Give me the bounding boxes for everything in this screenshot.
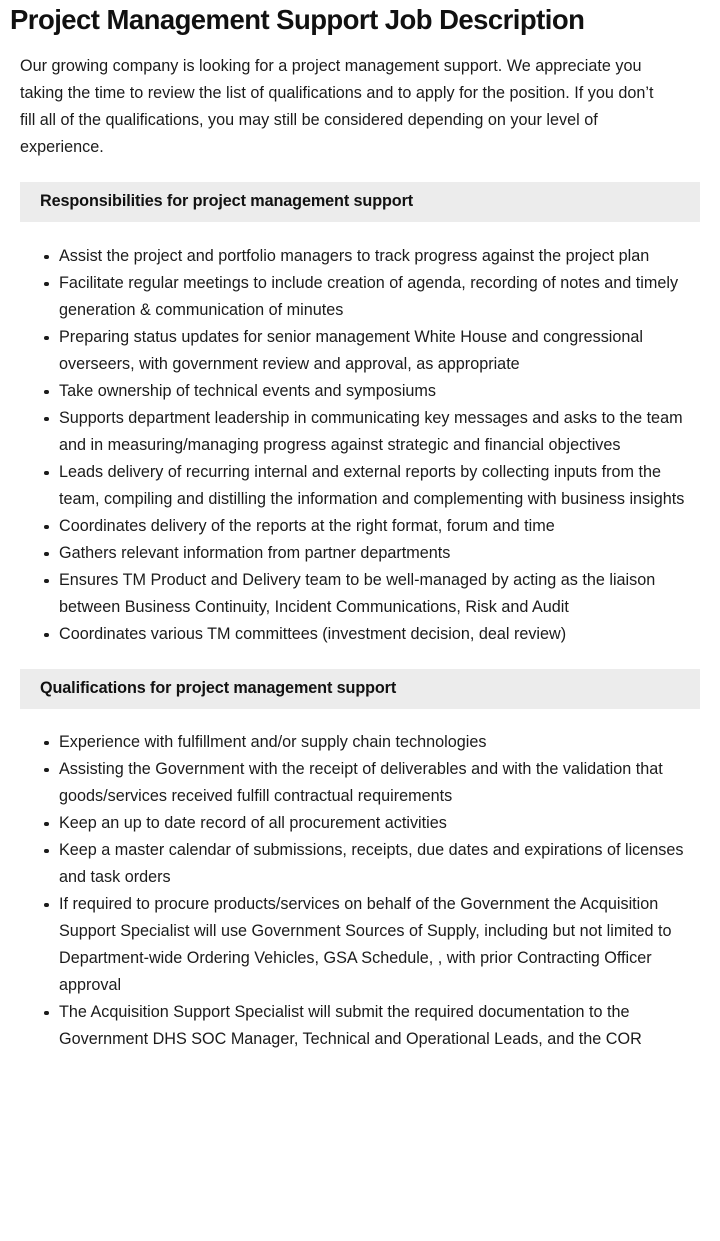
list-item: Coordinates various TM committees (investment decision, deal review) — [0, 621, 720, 648]
list-item: Take ownership of technical events and symposiums — [0, 378, 720, 405]
list-item: Coordinates delivery of the reports at the right format, forum and time — [0, 513, 720, 540]
responsibilities-list — [0, 222, 720, 648]
list-item: The Acquisition Support Specialist will submit the required documentation to the Government DHS SOC Manager, Technical and Operational Leads, and the COR — [0, 999, 720, 1053]
list-item: Gathers relevant information from partner departments — [0, 540, 720, 567]
responsibilities-heading-label: Responsibilities for project management support — [40, 192, 414, 211]
qualifications-list — [0, 709, 720, 1053]
list-item: Assist the project and portfolio managers to track progress against the project plan — [0, 243, 720, 270]
list-item: Facilitate regular meetings to include creation of agenda, recording of notes and timely generation & communication of minutes — [0, 270, 720, 324]
list-item: Leads delivery of recurring internal and external reports by collecting inputs from the team, compiling and distilling the information and complementing with business insights — [0, 459, 720, 513]
responsibilities-section-header — [20, 182, 700, 222]
list-item: Ensures TM Product and Delivery team to be well-managed by acting as the liaison between Business Continuity, Incident Communications, Risk and Audit — [0, 567, 720, 621]
list-item: Keep a master calendar of submissions, receipts, due dates and expirations of licenses and task orders — [0, 837, 720, 891]
qualifications-heading-label: Qualifications for project management support — [40, 679, 397, 698]
intro-paragraph: Our growing company is looking for a project management support. We appreciate you taking the time to review the list of qualifications and to apply for the position. If you don’t fill all of the qualifications, you may still be considered depending on your level of experience. — [20, 56, 654, 156]
list-item: Preparing status updates for senior management White House and congressional overseers, with government review and approval, as appropriate — [0, 324, 720, 378]
page-title: Project Management Support Job Description — [10, 4, 585, 35]
list-item: Supports department leadership in communicating key messages and asks to the team and in measuring/managing progress against strategic and financial objectives — [0, 405, 720, 459]
qualifications-section-header — [20, 669, 700, 709]
list-item: Keep an up to date record of all procurement activities — [0, 810, 720, 837]
list-item: If required to procure products/services on behalf of the Government the Acquisition Support Specialist will use Government Sources of Supply, including but not limited to Department-wide Ordering Vehicles, GSA Schedule, , with prior Contracting Officer approval — [0, 891, 720, 999]
list-item: Assisting the Government with the receipt of deliverables and with the validation that goods/services received fulfill contractual requirements — [0, 756, 720, 810]
list-item: Experience with fulfillment and/or supply chain technologies — [0, 729, 720, 756]
